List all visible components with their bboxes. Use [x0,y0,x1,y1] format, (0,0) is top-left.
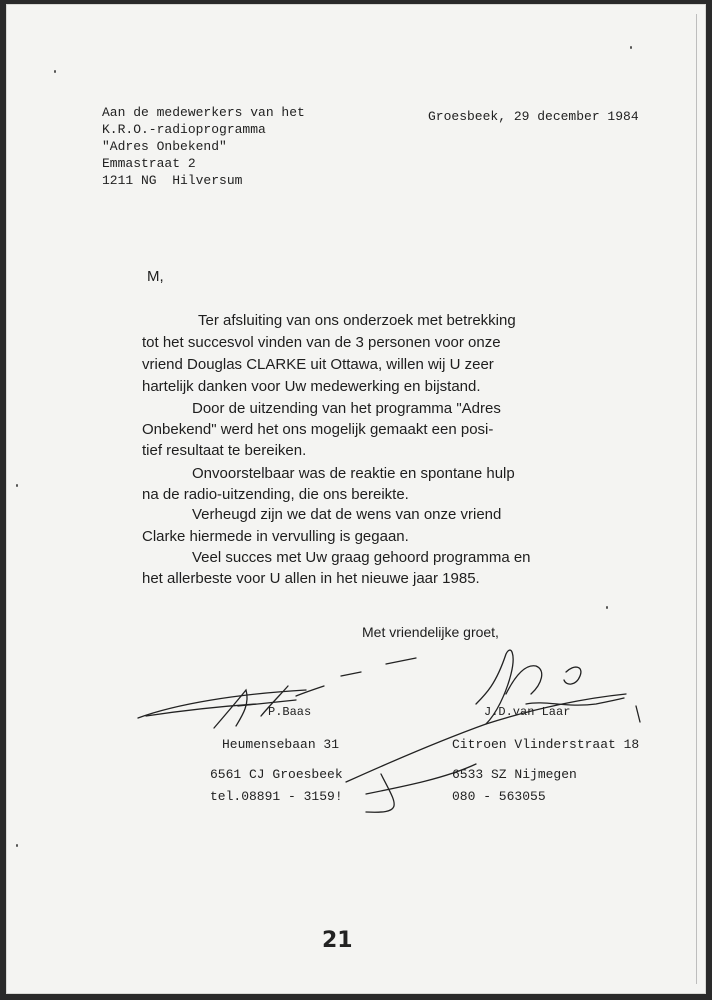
scan-speck [16,484,18,487]
scan-speck [16,844,18,847]
scan-speck [54,70,56,73]
recipient-line: Emmastraat 2 [102,156,196,171]
salutation: M, [147,268,164,285]
signer-left-phone: tel.08891 - 3159! [210,789,343,804]
body-line: tot het succesvol vinden van de 3 personen voor onze [142,334,501,351]
body-line: na de radio-uitzending, die ons bereikte. [142,486,409,503]
recipient-line: "Adres Onbekend" [102,139,227,154]
body-line: hartelijk danken voor Uw medewerking en bijstand. [142,378,481,395]
signer-left-address: Heumensebaan 31 [222,737,340,752]
scan-speck [606,606,608,609]
place-date: Groesbeek, 29 december 1984 [428,109,639,124]
signer-right-phone: 080 - 563055 [452,789,546,804]
signer-left-name: P.Baas [268,705,312,719]
signer-right-address: Citroen Vlinderstraat 18 [452,737,640,752]
recipient-line: Aan de medewerkers van het [102,105,305,120]
closing: Met vriendelijke groet, [362,624,499,640]
body-line: Door de uitzending van het programma "Adres [192,400,501,417]
signer-left-city: 6561 CJ Groesbeek [210,767,343,782]
body-line: Ter afsluiting van ons onderzoek met betrekking [198,312,516,329]
body-line: vriend Douglas CLARKE uit Ottawa, willen wij U zeer [142,356,494,373]
signature-drawing [6,4,706,994]
body-line: Veel succes met Uw graag gehoord programma en [192,549,531,566]
letter-page [6,4,706,994]
body-line: het allerbeste voor U allen in het nieuwe jaar 1985. [142,570,480,587]
body-line: Onvoorstelbaar was de reaktie en spontane hulp [192,465,515,482]
body-line: Verheugd zijn we dat de wens van onze vriend [192,506,502,523]
signer-right-city: 6533 SZ Nijmegen [452,767,577,782]
body-line: Clarke hiermede in vervulling is gegaan. [142,528,409,545]
signer-right-name: J.D.van Laar [484,705,571,719]
page-number: 21 [322,928,353,953]
scan-speck [630,46,632,49]
body-line: tief resultaat te bereiken. [142,442,307,459]
body-line: Onbekend" werd het ons mogelijk gemaakt een posi- [142,421,494,438]
recipient-line: K.R.O.-radioprogramma [102,122,266,137]
recipient-line: 1211 NG Hilversum [102,173,243,188]
